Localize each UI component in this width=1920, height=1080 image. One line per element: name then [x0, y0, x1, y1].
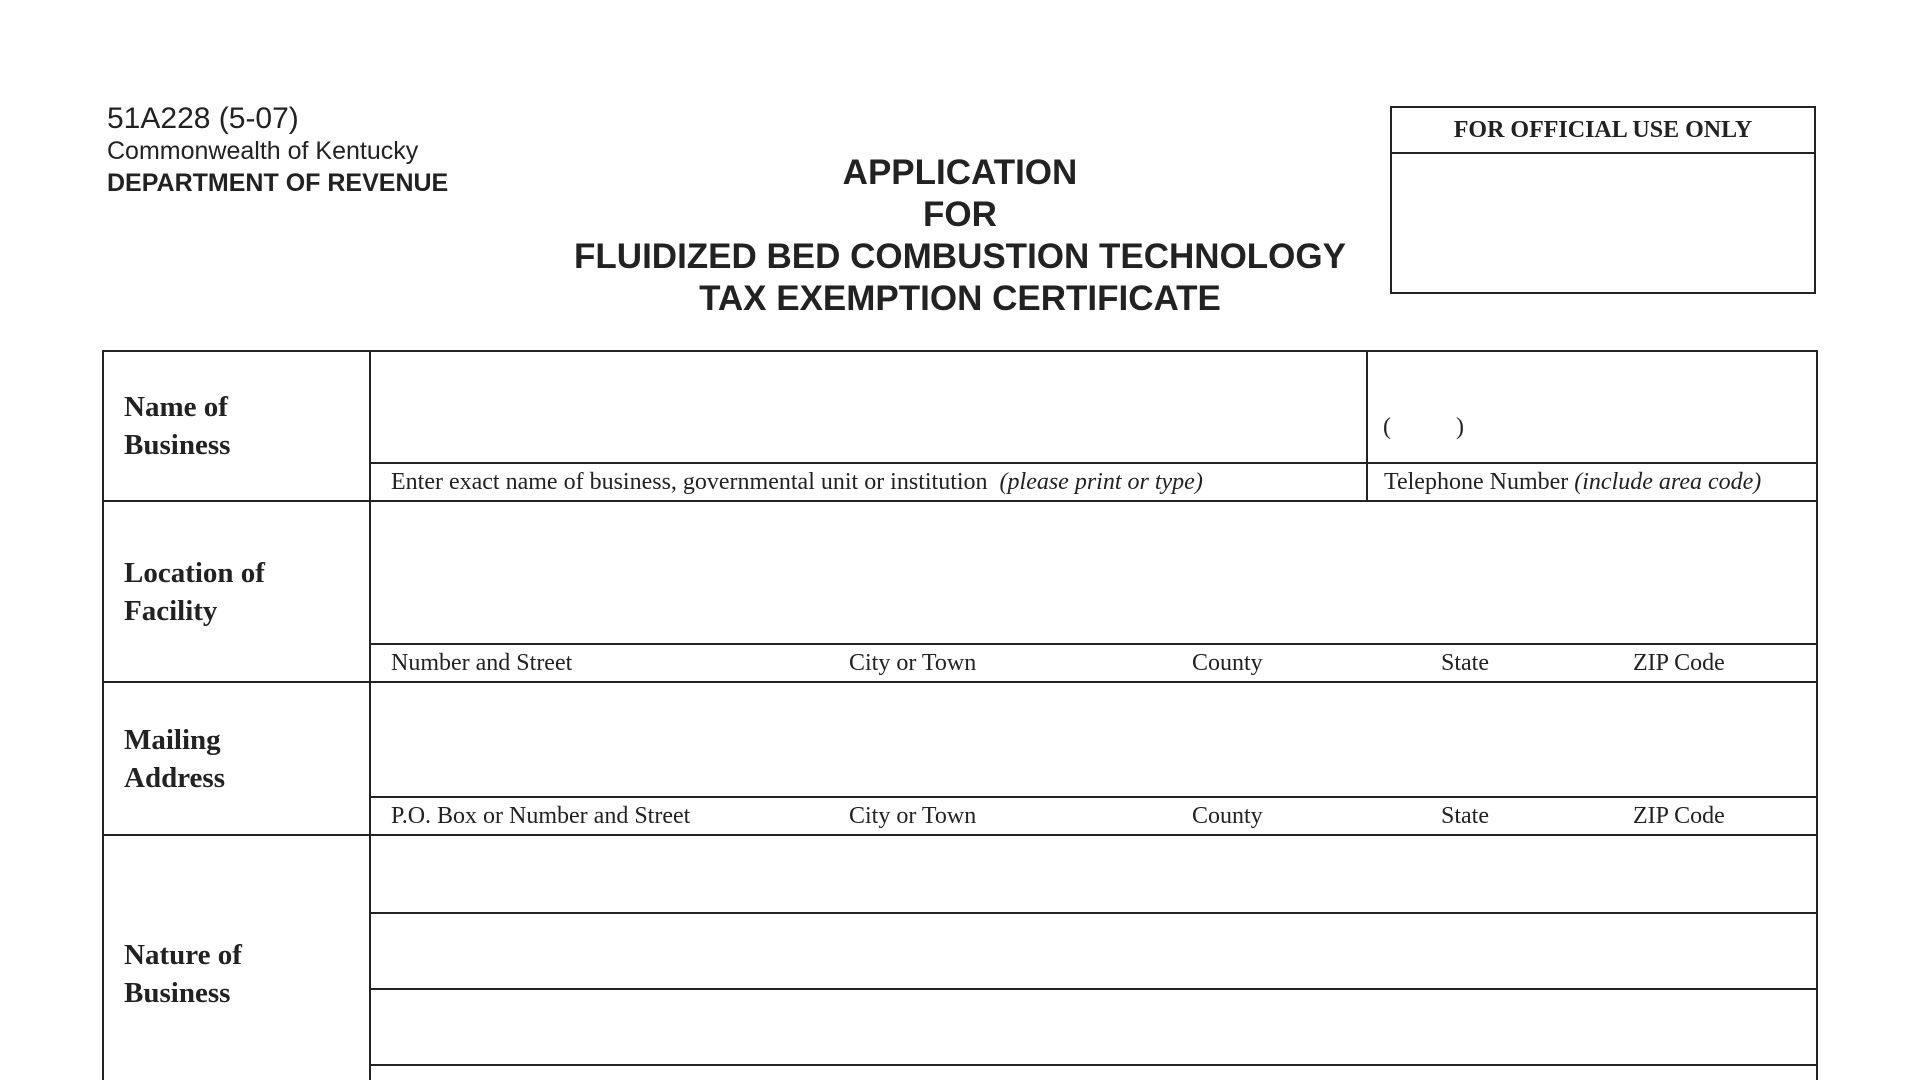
title-line-2: FOR [923, 195, 997, 234]
label-line: Business [124, 429, 231, 461]
mailing-address-label [104, 683, 371, 834]
department-name: DEPARTMENT OF REVENUE [107, 169, 449, 197]
mailing-address-field[interactable] [371, 683, 1816, 796]
mailing-caption-line [371, 796, 1816, 834]
label-line: Facility [124, 594, 218, 627]
business-name-field[interactable] [371, 352, 1366, 462]
nature-line-3-field[interactable] [371, 990, 1816, 1064]
caption-city-or-town: City or Town [849, 650, 977, 676]
facility-address-field[interactable] [371, 502, 1816, 643]
caption-state: State [1441, 650, 1489, 676]
name-of-business-body [371, 352, 1816, 500]
title-line-4: TAX EXEMPTION CERTIFICATE [699, 279, 1221, 318]
name-caption-line [371, 462, 1816, 500]
title-line-3: FLUIDIZED BED COMBUSTION TECHNOLOGY [574, 237, 1346, 276]
caption-number-and-street: Number and Street [391, 650, 573, 676]
mailing-address-row [104, 683, 1816, 836]
telephone-field[interactable] [1368, 352, 1816, 462]
issuer-name: Commonwealth of Kentucky [107, 137, 419, 165]
form-title [540, 152, 1380, 320]
label-line: Mailing [124, 723, 221, 756]
caption-city-or-town: City or Town [849, 803, 977, 829]
telephone-caption: Telephone Number (include area code) [1384, 469, 1762, 495]
official-use-label: FOR OFFICIAL USE ONLY [1392, 108, 1814, 154]
name-of-business-label [104, 352, 371, 500]
label-line: Address [124, 761, 225, 794]
location-caption-line [371, 643, 1816, 681]
area-code-close-paren: ) [1456, 414, 1464, 440]
location-of-facility-row [104, 502, 1816, 683]
label-line: Business [124, 977, 231, 1009]
label-line: Nature of [124, 939, 242, 971]
title-line-1: APPLICATION [842, 153, 1078, 192]
caption-po-box-or-street: P.O. Box or Number and Street [391, 803, 691, 829]
caption-zip-code: ZIP Code [1633, 803, 1725, 829]
label-line: Location of [124, 556, 265, 589]
nature-line-1-field[interactable] [371, 836, 1816, 912]
nature-of-business-label [104, 836, 371, 1080]
official-use-box [1390, 106, 1816, 294]
caption-county: County [1192, 650, 1263, 676]
label-line: Name of [124, 391, 228, 423]
mailing-address-body [371, 683, 1816, 834]
business-name-caption: Enter exact name of business, governmental unit or institution (please print or type) [391, 469, 1203, 495]
name-of-business-row [104, 352, 1816, 502]
nature-line-4-field[interactable] [371, 1066, 1816, 1080]
area-code-open-paren: ( [1383, 414, 1391, 440]
caption-zip-code: ZIP Code [1633, 650, 1725, 676]
caption-state: State [1441, 803, 1489, 829]
location-of-facility-label [104, 502, 371, 681]
nature-line-2-field[interactable] [371, 914, 1816, 988]
nature-of-business-row [104, 836, 1816, 1080]
form-number: 51A228 (5-07) [107, 102, 299, 135]
caption-county: County [1192, 803, 1263, 829]
application-form-table [102, 350, 1818, 1080]
nature-of-business-body [371, 836, 1816, 1080]
location-of-facility-body [371, 502, 1816, 681]
